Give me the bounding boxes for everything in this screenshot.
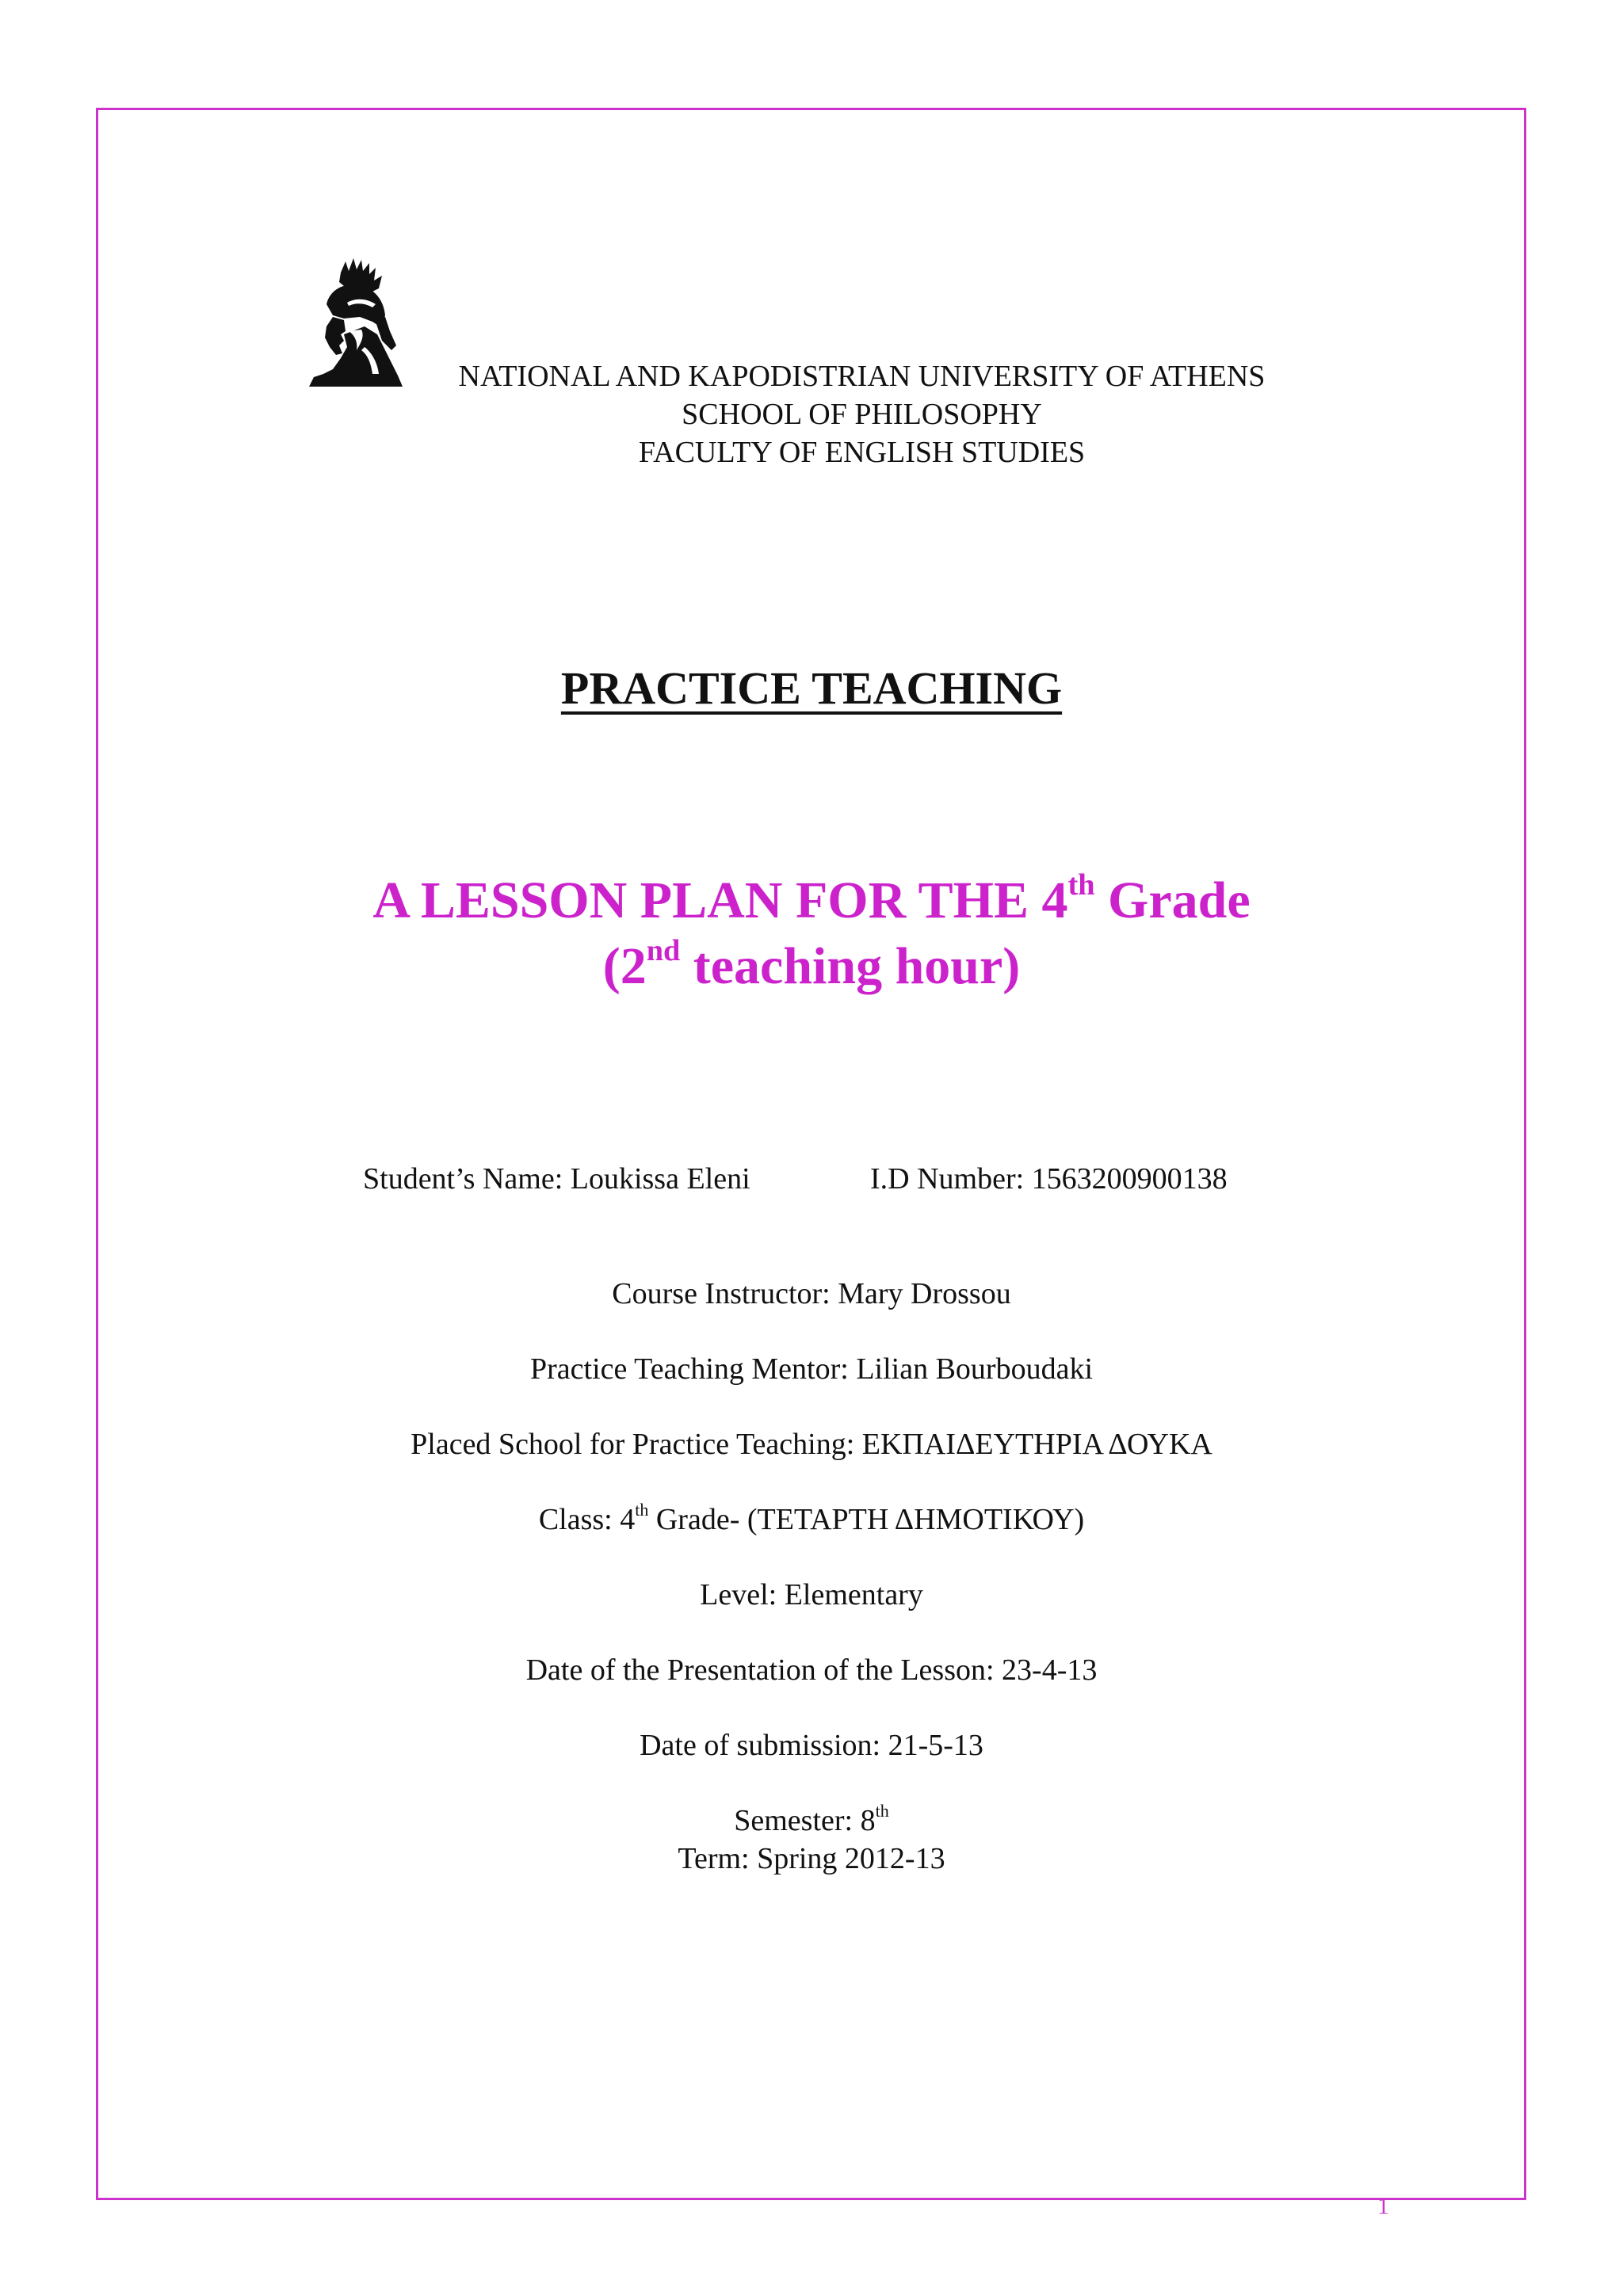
level-info: Level: Elementary: [700, 1578, 923, 1611]
practice-teaching-heading: [0, 662, 1623, 715]
placed-school: Placed School for Practice Teaching: ΕΚΠΑΙΔΕΥΤΗΡΙΑ ΔΟΥΚΑ: [411, 1428, 1212, 1461]
lesson-subtitle-superscript: nd: [646, 934, 681, 968]
practice-teaching-text: PRACTICE TEACHING: [560, 662, 1063, 714]
semester-info: [0, 1802, 1623, 1840]
lesson-title-line-1: [0, 869, 1623, 933]
university-name: NATIONAL AND KAPODISTRIAN UNIVERSITY OF ATHENS: [458, 360, 1266, 393]
class-suffix: Grade- (ΤΕΤΑΡΤΗ ΔΗΜΟΤΙΚΟΥ): [648, 1503, 1085, 1536]
submission-date: Date of submission: 21-5-13: [640, 1729, 983, 1762]
lesson-subtitle-suffix: teaching hour): [680, 937, 1021, 995]
course-instructor: Course Instructor: Mary Drossou: [612, 1277, 1011, 1310]
class-info: [0, 1501, 1623, 1539]
class-prefix: Class: 4: [538, 1503, 636, 1536]
presentation-date: Date of the Presentation of the Lesson: 23-4-13: [525, 1653, 1098, 1687]
lesson-title-suffix: Grade: [1094, 871, 1251, 929]
school-name: SCHOOL OF PHILOSOPHY: [682, 398, 1042, 431]
teaching-mentor: Practice Teaching Mentor: Lilian Bourboudaki: [530, 1352, 1093, 1386]
faculty-name: FACULTY OF ENGLISH STUDIES: [638, 436, 1086, 469]
semester-prefix: Semester: 8: [734, 1804, 876, 1837]
lesson-title-line-2: [0, 935, 1623, 998]
athena-head-icon: [309, 258, 403, 387]
lesson-subtitle-prefix: (2: [602, 937, 647, 995]
lesson-title-prefix: A LESSON PLAN FOR THE 4: [372, 871, 1068, 929]
page-number: 1: [1377, 2193, 1389, 2219]
student-id: I.D Number: 1563200900138: [870, 1162, 1228, 1196]
lesson-title-superscript: th: [1067, 868, 1095, 902]
term-info: Term: Spring 2012-13: [678, 1842, 945, 1875]
student-name: Student’s Name: Loukissa Eleni: [363, 1162, 750, 1196]
semester-superscript: th: [875, 1801, 889, 1821]
class-superscript: th: [635, 1500, 649, 1520]
